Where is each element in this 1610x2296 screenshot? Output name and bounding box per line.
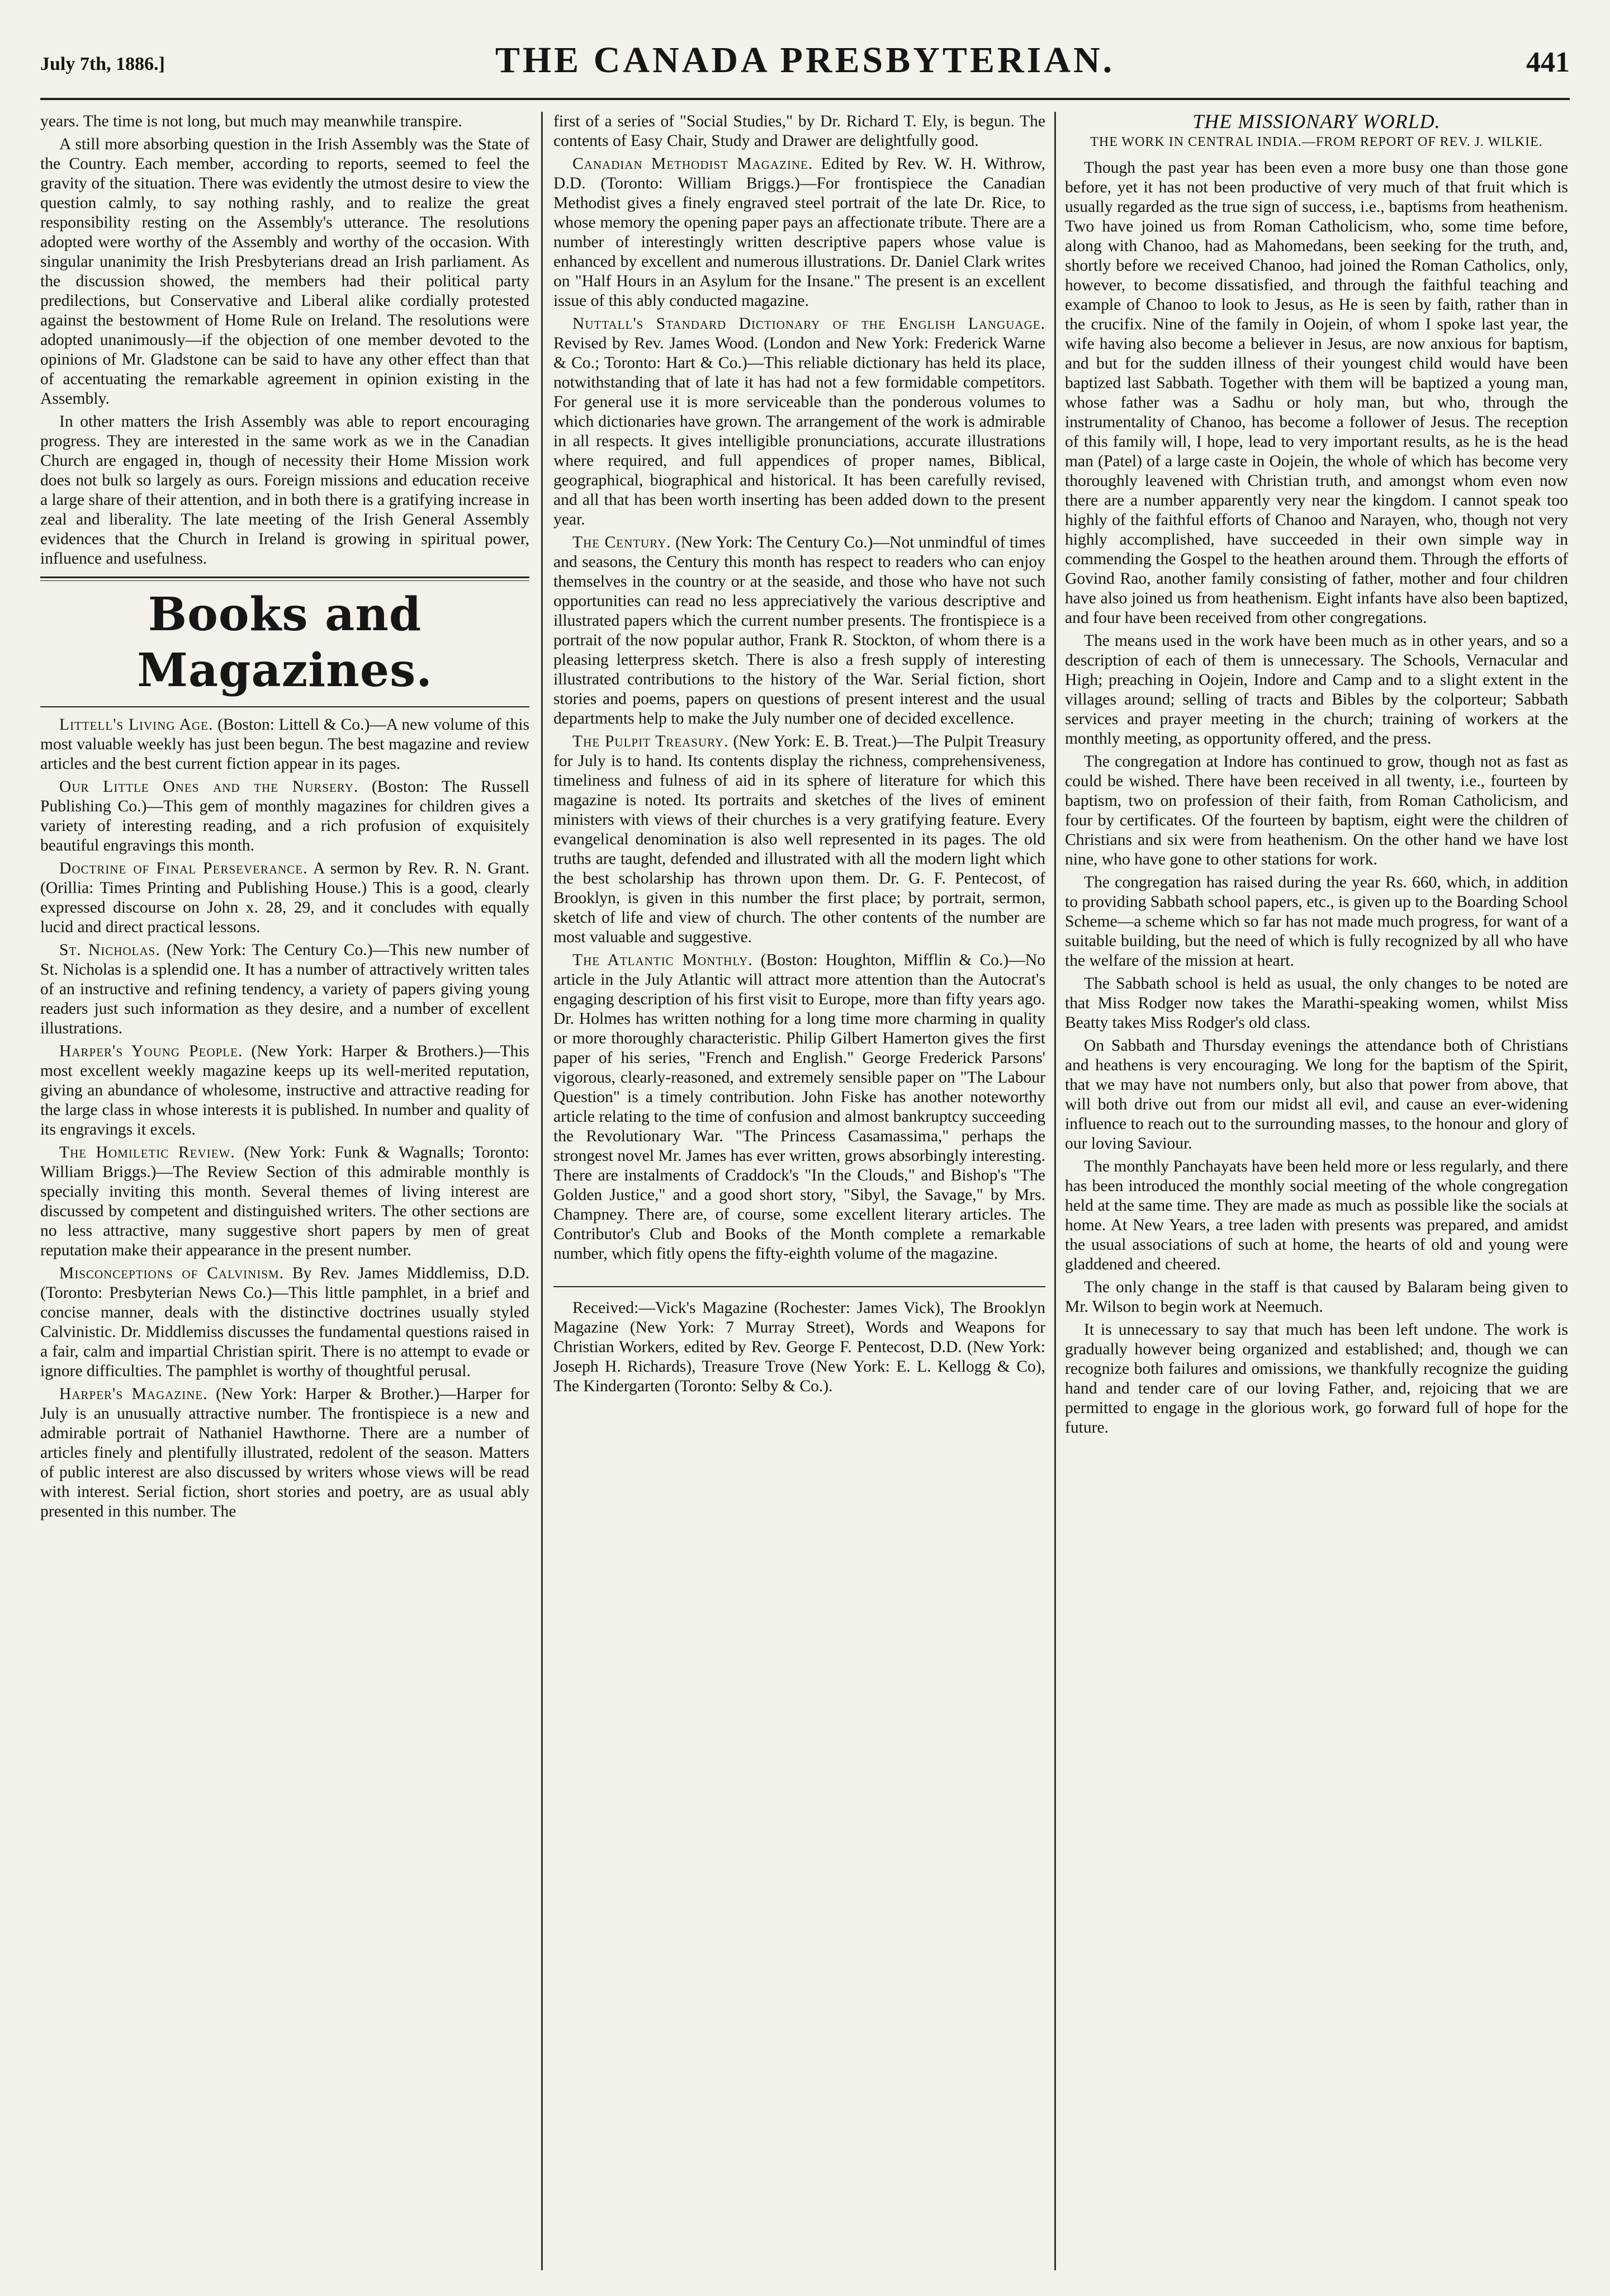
article-paragraph: The Sabbath school is held as usual, the only changes to be noted are that Miss Rodger now takes the Marathi-speaking women, whilst Miss Beatty takes Miss Rodger's old class.	[1065, 975, 1568, 1032]
review-title: Harper's Magazine.	[59, 1385, 208, 1403]
review-entry	[553, 951, 1045, 1264]
review-text: (New York: The Century Co.)—Not unmindful of times and seasons, the Century this month has respect to readers who can enjoy themselves in the country or at the seaside, and those who have not such opportunities can read no less appreciatively the various descriptive and illustrated papers which the current number presents. The frontispiece is a portrait of the now popular author, Frank R. Stockton, of whom there is a pleasing letterpress sketch. There is also a fresh supply of interesting illustrated contributions to the history of the War. Serial fiction, short stories and poems, papers on questions of present interest and the usual departments help to make the July number one of decided excellence.	[553, 533, 1045, 727]
article-paragraph: The congregation has raised during the year Rs. 660, which, in addition to providing Sabbath school papers, etc., is given up to the Boarding School Scheme—a scheme which so far has not made much progress, for want of a suitable building, but the need of which is fully recognized by all who have the welfare of the mission at heart.	[1065, 873, 1568, 970]
review-entry	[40, 859, 529, 937]
article-paragraph: The congregation at Indore has continued to grow, though not as fast as could be wished. There have been received in all twenty, i.e., fourteen by baptism, two on profession of their faith, from Roman Catholicism, and four by certificates. Of the fourteen by baptism, eight were the children of Christians and six were from heathenism. On the other hand we have lost nine, who have gone to other stations for work.	[1065, 753, 1568, 868]
review-text: A sermon by Rev. R. N. Grant. (Orillia: Times Printing and Publishing House.) This is a good, clearly expressed discourse on John x. 28, 29, and it concludes with equally lucid and direct practical lessons.	[40, 859, 529, 936]
review-title: The Homiletic Review.	[59, 1144, 235, 1161]
review-entry	[40, 777, 529, 856]
review-entry	[40, 1385, 529, 1522]
header-rule	[40, 98, 1570, 100]
article-paragraph: The only change in the staff is that caused by Balaram being given to Mr. Wilson to begin work at Neemuch.	[1065, 1278, 1568, 1316]
review-title: Canadian Methodist Magazine.	[572, 155, 813, 173]
review-text: (New York: The Century Co.)—This new number of St. Nicholas is a splendid one. It has a number of attractively written tales of an instructive and refining tendency, a variety of papers giving young readers just such information as they desire, and a number of excellent illustrations.	[40, 941, 529, 1037]
review-title: Misconceptions of Calvinism.	[59, 1264, 285, 1282]
review-title: Our Little Ones and the Nursery.	[59, 778, 359, 796]
received-list: Received:—Vick's Magazine (Rochester: James Vick), The Brooklyn Magazine (New York: 7 Murray Street), Words and Weapons for Christian Workers, edited by Rev. George F. Pentecost, D.D. (New York: Joseph H. Richards), Treasure Trove (New York: E. L. Kellogg & Co), The Kindergarten (Toronto: Selby & Co.).	[553, 1299, 1045, 1395]
review-text: (New York: Harper & Brother.)—Harper for July is an unusually attractive number. The frontispiece is a new and admirable portrait of Nathaniel Hawthorne. There are a number of articles finely and plentifully illustrated, redolent of the season. Matters of public interest are also discussed by writers whose views will be read with interest. Serial fiction, short stories and poetry, are as usual ably presented in this number. The	[40, 1385, 529, 1520]
column-divider	[541, 112, 543, 2270]
review-text: By Rev. James Middlemiss, D.D. (Toronto: Presbyterian News Co.)—This little pamphlet, in a brief and concise manner, deals with the distinctive doctrines usually styled Calvinistic. Dr. Middlemiss discusses the fundamental questions raised in a fair, calm and impartial Christian spirit. There is no attempt to evade or ignore difficulties. The pamphlet is worthy of thoughtful perusal.	[40, 1264, 529, 1380]
article-paragraph: A still more absorbing question in the Irish Assembly was the State of the Country. Each member, according to reports, seemed to feel the gravity of the situation. There was evidently the utmost desire to view the question calmly, to say nothing rashly, and to realize the great responsibility resting on the Assembly's utterance. The resolutions adopted were worthy of the Assembly and worthy of the occasion. With singular unanimity the Irish Presbyterians dread an Irish parliament. As the discussion showed, the members had their political party predilections, but Conservative and Liberal alike cordially protested against the bestowment of Home Rule on Ireland. The resolutions were adopted unanimously—if the objection of one member devoted to the opinions of Mr. Gladstone can be said to have any other effect than that of accentuating the remarkable agreement in opinion existing in the Assembly.	[40, 135, 529, 408]
page-header	[40, 39, 1570, 89]
article-paragraph: On Sabbath and Thursday evenings the attendance both of Christians and heathens is very encouraging. We long for the baptism of the Spirit, that we may have not numbers only, but also that power from above, that will both drive out from our midst all evil, and cause an ever-widening influence to reach out to the surrounding masses, to the honour and glory of our loving Saviour.	[1065, 1037, 1568, 1152]
column-2	[553, 112, 1045, 2270]
section-title: THE MISSIONARY WORLD.	[1192, 112, 1441, 133]
review-title: The Pulpit Treasury.	[572, 733, 729, 750]
article-paragraph: It is unnecessary to say that much has been left undone. The work is gradually however being organized and established; and, though we can recognize both failures and omissions, we thankfully recognize the guiding hand and tender care of our loving Father, and, rejoicing that we are permitted to engage in the glorious work, go forward full of hope for the future.	[1065, 1321, 1568, 1437]
review-title: St. Nicholas.	[59, 941, 160, 959]
article-paragraph: first of a series of "Social Studies," by Dr. Richard T. Ely, is begun. The contents of Easy Chair, Study and Drawer are delightfully good.	[553, 112, 1045, 150]
review-entry	[553, 533, 1045, 729]
review-text: (New York: Harper & Brothers.)—This most excellent weekly magazine keeps up its well-merited reputation, giving an abundance of wholesome, instructive and attractive reading for the large class in whose interests it is published. In number and quality of its engravings it excels.	[40, 1042, 529, 1138]
review-entry	[40, 1042, 529, 1140]
review-entry	[553, 314, 1045, 530]
article-paragraph: The means used in the work have been much as in other years, and so a description of each of them is unnecessary. The Schools, Vernacular and High; preaching in Oojein, Indore and Camp and to a slight extent in the villages around; selling of tracts and Bibles by the colporteur; Sabbath services and prayer meeting in the church; training of workers at the monthly meeting, as opportunity offered, and the press.	[1065, 632, 1568, 748]
review-entry	[40, 941, 529, 1038]
section-title: Books and Magazines.	[137, 588, 433, 697]
column-divider	[1054, 112, 1056, 2270]
issue-date: July 7th, 1886.]	[40, 54, 165, 74]
received-notice	[553, 1286, 1045, 1396]
review-entry	[40, 1264, 529, 1381]
review-text: (Boston: Houghton, Mifflin & Co.)—No article in the July Atlantic will attract more attention than the Autocrat's engaging description of his first visit to Europe, more than fifty years ago. Dr. Holmes has written nothing for a long time more charming in quality or more thoroughly characteristic. Philip Gilbert Hamerton gives the first paper of his series, "French and English." George Frederick Parsons' vigorous, clearly-reasoned, and extremely sensible paper on "The Labour Question" is a timely contribution. John Fiske has another noteworthy article relating to the time of confusion and almost bankruptcy succeeding the Revolutionary War. "The Princess Casamassima," perhaps the strongest novel Mr. James has ever written, grows absorbingly interesting. There are instalments of Craddock's "In the Clouds," and Bishop's "The Golden Justice," and a good short story, "Sibyl, the Savage," by Mrs. Champney. There are, of course, some excellent literary articles. The Contributor's Club and Books of the Month complete a remarkable number, which fitly opens the fifty-eighth volume of the magazine.	[553, 951, 1045, 1263]
review-title: The Atlantic Monthly.	[572, 951, 753, 969]
review-title: Nuttall's Standard Dictionary of the English Language.	[572, 315, 1045, 333]
review-text: (Boston: The Russell Publishing Co.)—This gem of monthly magazines for children gives a variety of interesting reading, and a rich profusion of exquisitely beautiful engravings this month.	[40, 778, 529, 854]
review-entry	[40, 715, 529, 774]
review-entry	[553, 154, 1045, 311]
review-title: The Century.	[572, 533, 671, 551]
review-title: Harper's Young People.	[59, 1042, 243, 1060]
article-paragraph: In other matters the Irish Assembly was able to report encouraging progress. They are interested in the same work as we in the Canadian Church are engaged in, though of necessity their Home Mission work does not bulk so largely as ours. Foreign missions and education receive a large share of their attention, and in both there is a gratifying increase in zeal and liberality. The late meeting of the Irish General Assembly evidences that the Church in Ireland is growing in spiritual power, influence and usefulness.	[40, 413, 529, 568]
article-subtitle: THE WORK IN CENTRAL INDIA.—FROM REPORT OF REV. J. WILKIE.	[1090, 135, 1543, 149]
review-text: (New York: E. B. Treat.)—The Pulpit Treasury for July is to hand. Its contents display the richness, comprehensiveness, timeliness and fulness of aid in its sphere of literature for which this magazine is noted. Its portraits and sketches of the lives of eminent ministers with views of their churches is a very gratifying feature. Every evangelical denomination is also well represented in its pages. The old truths are taught, defended and illustrated with all the modern light which the best scholarship has thrown upon them. Dr. G. F. Pentecost, of Brooklyn, is given in this number the first place; by portrait, sermon, sketch of life and view of church. The other contents of the number are most valuable and suggestive.	[553, 733, 1045, 946]
section-rule	[40, 706, 529, 707]
page-number: 441	[1526, 46, 1570, 78]
review-text: Edited by Rev. W. H. Withrow, D.D. (Toronto: William Briggs.)—For frontispiece the Canadian Methodist gives a finely engraved steel portrait of the late Dr. Rice, to whose memory the opening paper pays an affectionate tribute. There are a number of interestingly written descriptive papers whose value is enhanced by excellent and numerous illustrations. Dr. Daniel Clark writes on "Half Hours in an Asylum for the Insane." The present is an excellent issue of this ably conducted magazine.	[553, 155, 1045, 310]
review-text: (New York: Funk & Wagnalls; Toronto: William Briggs.)—The Review Section of this admirable monthly is specially inviting this month. Several themes of living interest are discussed by competent and distinguished writers. The other sections are no less attractive, many suggestive short papers by men of great reputation make their appearance in the present number.	[40, 1144, 529, 1259]
review-text: Revised by Rev. James Wood. (London and New York: Frederick Warne & Co.; Toronto: Hart & Co.)—This reliable dictionary has held its place, notwithstanding that of late it has had not a few formidable competitors. For general use it is more serviceable than the ponderous volumes to which dictionaries have grown. The arrangement of the work is admirable in all respects. It gives intelligible pronunciations, accurate illustrations where required, and full appendices of proper names, Biblical, geographical, biographical and historical. It has been carefully revised, and all that has been worth inserting has been added down to the present year.	[553, 334, 1045, 528]
review-title: Doctrine of Final Perseverance.	[59, 859, 308, 877]
review-entry	[40, 1143, 529, 1260]
section-rule	[40, 577, 529, 581]
review-title: Littell's Living Age.	[59, 716, 214, 734]
article-paragraph: years. The time is not long, but much may meanwhile transpire.	[40, 112, 462, 130]
article-paragraph: Though the past year has been even a more busy one than those gone before, yet it has not been productive of very much of that fruit which is usually regarded as the true sign of success, i.e., baptisms from heathenism. Two have joined us from Roman Catholicism, who, some time before, along with Chanoo, had as Mahomedans, been seeking for the truth, and, shortly before we received Chanoo, had joined the Roman Catholics, only, however, to become dissatisfied, and through the faithful teaching and example of Chanoo to look to Jesus, as He is seen by faith, rather than in the crucifix. Nine of the family in Oojein, of whom I spoke last year, the wife having also become a believer in Jesus, are now anxious for baptism, and but for the sudden illness of their youngest child would have been baptized last Sabbath. Together with them will be baptized a young man, whose father was a Sadhu or holy man, but who, through the instrumentality of Chanoo, has become a follower of Jesus. The reception of this family will, I hope, lead to very important results, as he is the head man (Patel) of a large caste in Oojein, the whole of which has become very thoroughly leavened with Christian truth, and amongst whom even now there are a number apparently very near the kingdom. I cannot speak too highly of the faithful efforts of Chanoo and Narayen, who, though not very highly accomplished, have succeeded in their own simple way in commending the Gospel to the heathen around them. Through the efforts of Govind Rao, another family consisting of father, mother and four children have also joined us from heathenism. Eight infants have also been baptized, and four have been received from other congregations.	[1065, 159, 1568, 627]
article-paragraph: The monthly Panchayats have been held more or less regularly, and there has been introduced the monthly social meeting of the whole congregation held at the same time. They are made as much as possible like the socials at home. At New Years, a tree laden with presents was prepared, and amidst the usual associations of such at home, the hearts of old and young were gladdened and cheered.	[1065, 1158, 1568, 1273]
column-1	[40, 112, 529, 2270]
column-3	[1065, 112, 1568, 2270]
review-text: (Boston: Littell & Co.)—A new volume of this most valuable weekly has just been begun. The best magazine and review articles and the best current fiction appear in its pages.	[40, 716, 529, 773]
review-entry	[553, 732, 1045, 947]
masthead-title: THE CANADA PRESBYTERIAN.	[495, 40, 1115, 81]
